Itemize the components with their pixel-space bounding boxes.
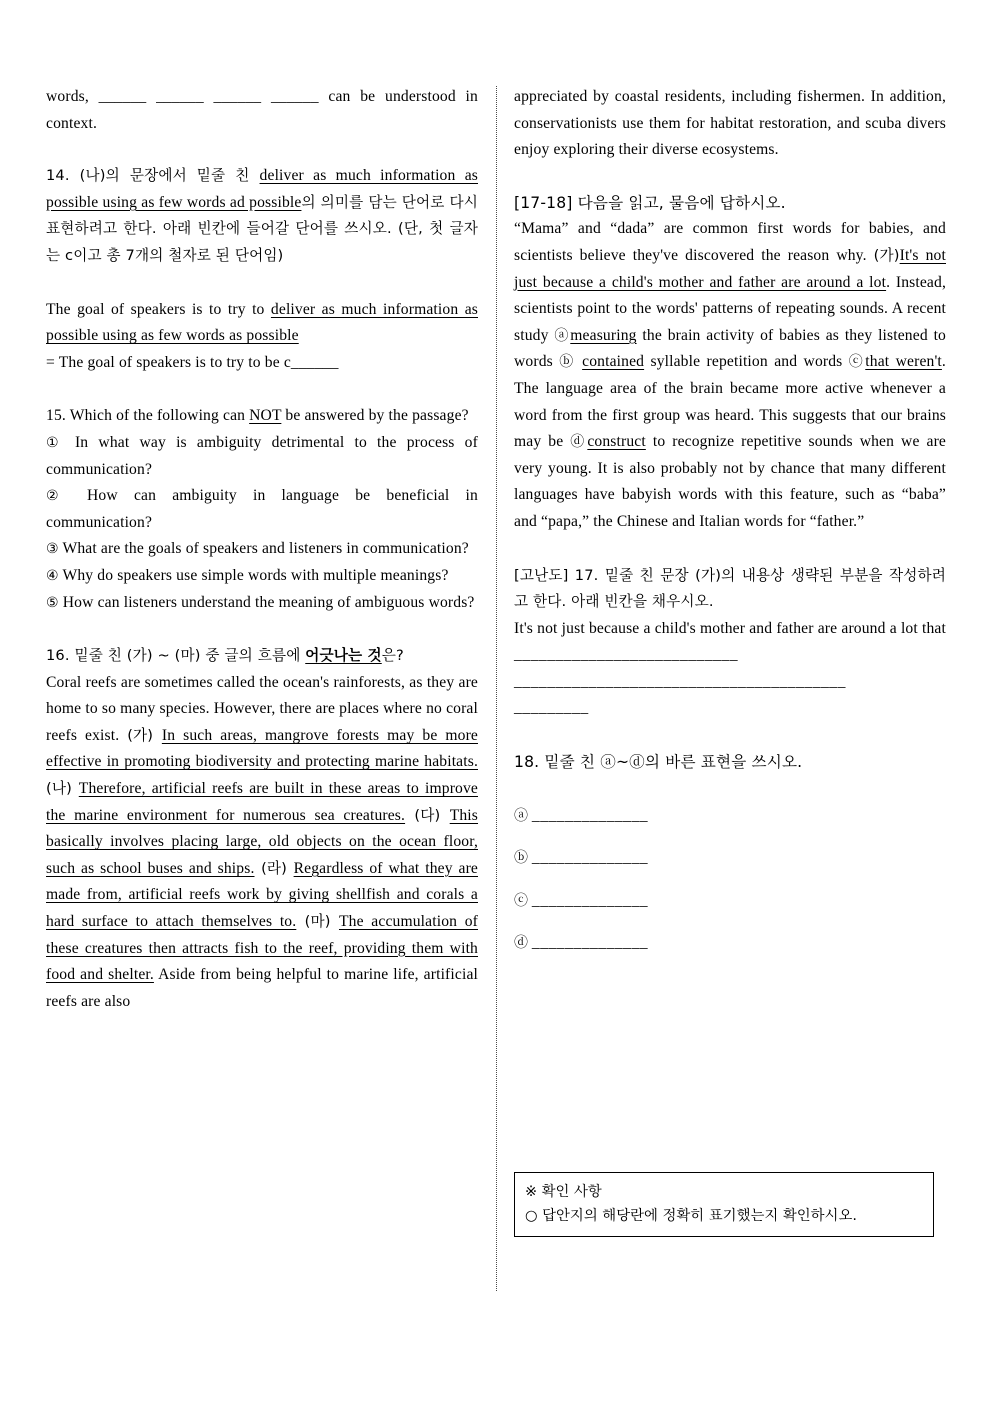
q18-blank-b: ______________ xyxy=(531,849,649,867)
q14-prompt-ko-part1: 14. (나)의 문장에서 밑줄 친 xyxy=(46,167,260,185)
q16-label-ra: (라) xyxy=(254,859,294,877)
spacer xyxy=(514,536,946,563)
choice-text-2: How can ambiguity in language be beneficial in communication? xyxy=(46,487,478,531)
notice-heading: ※ 확인 사항 xyxy=(525,1184,602,1200)
marker-b-icon: ⓑ xyxy=(514,850,528,867)
passage-underlined-b: contained xyxy=(582,353,645,371)
choice-marker-2: ② xyxy=(46,488,71,505)
marker-b-icon: ⓑ xyxy=(559,354,576,371)
q15-stem-part2: be answered by the passage? xyxy=(281,407,469,425)
q17-blank-line-3: _________ xyxy=(514,699,589,717)
question-set-17-18 xyxy=(514,190,946,536)
q16-passage-intro: Coral reefs are sometimes called the ocean's rainforests, as they are home to so many species. However, there are places where no coral reefs exist. xyxy=(46,673,478,744)
q16-prompt-ko-part2: 은? xyxy=(381,647,404,665)
question-15 xyxy=(46,403,478,616)
q15-stem-part1: 15. Which of the following can xyxy=(46,407,250,425)
q14-equals-line: = The goal of speakers is to try to be c______ xyxy=(46,353,339,371)
spacer xyxy=(46,137,478,163)
q17-18-header: [17-18] 다음을 읽고, 물음에 답하시오. xyxy=(514,193,786,212)
q15-choice-3[interactable] xyxy=(46,536,478,563)
q18-blank-a: ______________ xyxy=(531,807,649,825)
question-17 xyxy=(514,563,946,723)
passage-underlined-ga: It's not just because a child's mother and father are around a lot xyxy=(514,246,946,291)
q15-choice-1[interactable] xyxy=(46,430,478,483)
passage-part3: the brain activity of babies as they listened to words xyxy=(514,326,947,371)
marker-c-icon: ⓒ xyxy=(514,892,528,909)
column-divider xyxy=(496,86,497,1291)
q16-segment-da: This basically involves placing large, old objects on the ocean floor, such as school buses and ships. xyxy=(46,806,479,877)
question-14 xyxy=(46,163,478,376)
marker-d-icon: ⓓ xyxy=(570,434,588,451)
choice-marker-1: ① xyxy=(46,434,65,451)
q14-prompt-ko-part2: 의 의미를 담는 단어로 다시 표현하려고 한다. 아래 빈칸에 들어갈 단어를 쓰시오. (단, 첫 글자는 c이고 총 7개의 철자로 된 단어임) xyxy=(46,193,478,264)
q14-underlined-phrase: deliver as much information as possible using as few words ad possible xyxy=(46,167,478,211)
left-column xyxy=(46,84,478,1015)
passage-part5: . The language area of the brain became more active whenever a word from the first group was heard. This suggests that our brains may be xyxy=(514,353,946,451)
question-18 xyxy=(514,749,946,956)
spacer xyxy=(514,776,946,788)
q16-segment-ga: In such areas, mangrove forests may be more effective in promoting biodiversity and protecting marine habitats. xyxy=(46,726,478,771)
q18-answer-row-b[interactable] xyxy=(514,845,946,872)
q18-prompt: 18. 밑줄 친 ⓐ~ⓓ의 바른 표현을 쓰시오. xyxy=(514,753,803,772)
q14-sentence-lead: The goal of speakers is to try to xyxy=(46,300,271,318)
q16-prompt xyxy=(46,643,478,670)
q17-blank-line-1: ___________________________ xyxy=(514,646,739,664)
q16-label-ma: (마) xyxy=(296,913,339,931)
notice-item: ○ 답안지의 해당란에 정확히 표기했는지 확인하시오. xyxy=(525,1208,857,1224)
q17-difficulty-tag: [고난도] xyxy=(514,566,569,584)
passage-underlined-a: measuring xyxy=(570,326,637,344)
choice-text-1: In what way is ambiguity detrimental to the process of communication? xyxy=(46,433,478,478)
right-column xyxy=(514,84,946,972)
q18-answer-row-a[interactable] xyxy=(514,803,946,830)
q15-choice-4[interactable] xyxy=(46,563,478,590)
marker-a-icon: ⓐ xyxy=(514,808,528,825)
spacer xyxy=(46,376,478,403)
q16-label-na: (나) xyxy=(46,780,79,798)
marker-d-icon: ⓓ xyxy=(514,934,528,951)
q18-blank-c: ______________ xyxy=(531,891,649,909)
question-16 xyxy=(46,643,478,1015)
spacer xyxy=(46,616,478,643)
q16-prompt-emphasis: 어긋나는 것 xyxy=(305,647,382,665)
q15-choice-5[interactable] xyxy=(46,590,478,617)
q17-prompt-ko: 17. 밑줄 친 문장 (가)의 내용상 생략된 부분을 작성하려고 한다. 아래 빈칸을 채우시오. xyxy=(514,566,946,611)
right-passage-continued: appreciated by coastal residents, including fishermen. In addition, conservationists use them for habitat restoration, and scuba divers enjoy exploring their diverse ecosystems. xyxy=(514,88,946,159)
q18-answer-row-c[interactable] xyxy=(514,888,946,915)
choice-text-5: How can listeners understand the meaning of ambiguous words? xyxy=(62,593,475,611)
q14-prompt xyxy=(46,163,478,269)
spacer xyxy=(514,164,946,190)
q17-blank-row-3[interactable] xyxy=(514,695,946,722)
passage-underlined-d: construct xyxy=(587,433,646,451)
spacer xyxy=(514,722,946,749)
q16-passage xyxy=(46,670,478,1016)
marker-a-icon: ⓐ xyxy=(554,327,571,344)
notice-box xyxy=(514,1172,934,1237)
reading-passage xyxy=(514,216,946,535)
q16-segment-ma: The accumulation of these creatures then attracts fish to the reef, providing them with food and shelter. xyxy=(46,913,479,984)
choice-marker-3: ③ xyxy=(46,541,59,558)
passage-part4: syllable repetition and words xyxy=(644,353,849,371)
passage-part2: . Instead, scientists point to the words' patterns of repeating sounds. A recent study xyxy=(514,273,946,344)
q14-sentence-underlined: deliver as much information as possible using as few words as possible xyxy=(46,300,478,345)
q15-stem xyxy=(46,403,478,430)
q16-passage-tail: Aside from being helpful to marine life, artificial reefs are also xyxy=(46,966,478,1010)
q18-answer-row-d[interactable] xyxy=(514,930,946,957)
continued-passage-text: words, ______ ______ ______ ______ can be understood in context. xyxy=(46,88,478,132)
q16-label-ga: (가) xyxy=(127,726,162,744)
q16-segment-ra: Regardless of what they are made from, artificial reefs work by giving shellfish and corals a hard surface to attach themselves to. xyxy=(46,859,478,931)
choice-text-4: Why do speakers use simple words with multiple meanings? xyxy=(62,566,449,584)
marker-c-icon: ⓒ xyxy=(848,354,866,371)
spacer xyxy=(46,270,478,297)
passage-label-ga: (가) xyxy=(873,246,900,264)
q16-segment-na: Therefore, artificial reefs are built in these areas to improve the marine environment for numerous sea creatures. xyxy=(46,780,478,824)
q17-prompt xyxy=(514,563,946,616)
q15-choice-2[interactable] xyxy=(46,483,478,536)
q17-blank-line-2: ________________________________________ xyxy=(514,672,846,690)
choice-marker-4: ④ xyxy=(46,567,59,584)
q16-label-da: (다) xyxy=(405,806,450,824)
q15-stem-not: NOT xyxy=(249,407,282,425)
passage-underlined-c: that weren't xyxy=(865,353,942,371)
passage-part1: “Mama” and “dada” are common first words for babies, and scientists believe they've discovered the reason why. xyxy=(514,220,946,264)
q17-blank-row-2[interactable] xyxy=(514,669,946,696)
q14-sentence xyxy=(46,297,478,350)
q16-prompt-ko-part1: 16. 밑줄 친 (가) ~ (마) 중 글의 흐름에 xyxy=(46,647,306,665)
q17-answer-lead: It's not just because a child's mother and father are around a lot that xyxy=(514,619,946,637)
q17-answer-area[interactable] xyxy=(514,616,946,669)
choice-marker-5: ⑤ xyxy=(46,594,59,611)
q18-blank-d: ______________ xyxy=(531,933,649,951)
passage-part6: to recognize repetitive sounds when we are very young. It is also probably not by chance that many different languages have babyish words with this feature, such as “baba” and “papa,” the Chinese and Italian words for “father.” xyxy=(514,433,946,530)
choice-text-3: What are the goals of speakers and listeners in communication? xyxy=(62,540,469,558)
